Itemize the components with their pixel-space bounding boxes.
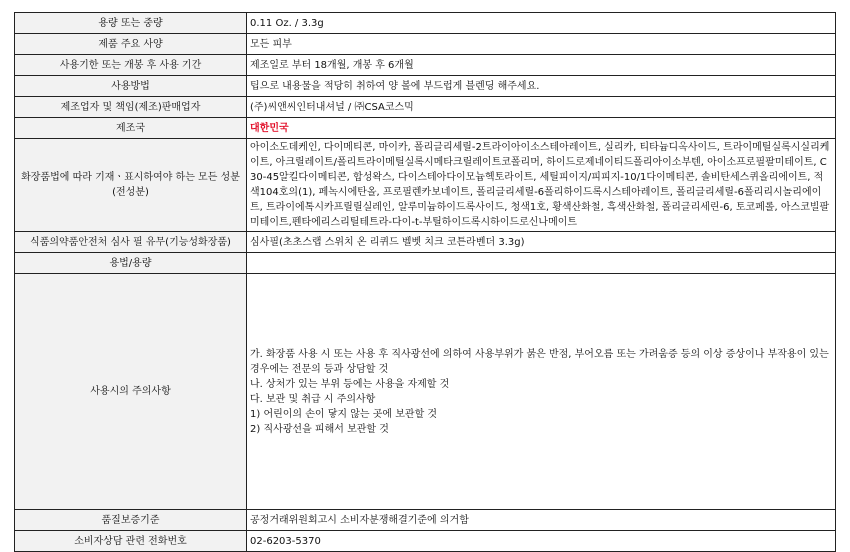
warranty-value: 공정거래위원회고시 소비자분쟁해결기준에 의거함 xyxy=(247,510,836,531)
table-row-precautions xyxy=(15,274,836,510)
table-row-country xyxy=(15,118,836,139)
table-row-skin-type xyxy=(15,34,836,55)
country-label: 제조국 xyxy=(15,118,247,139)
table-row-ingredients xyxy=(15,139,836,232)
table-row-expiry xyxy=(15,55,836,76)
precaution-line: 다. 보관 및 취급 시 주의사항 xyxy=(250,393,376,405)
table-row-manufacturer xyxy=(15,97,836,118)
phone-value: 02-6203-5370 xyxy=(247,531,836,552)
table-row-dosage xyxy=(15,253,836,274)
skin-type-value: 모든 피부 xyxy=(247,34,836,55)
product-info-sheet xyxy=(14,12,836,552)
table-row-usage xyxy=(15,76,836,97)
warranty-label: 품질보증기준 xyxy=(15,510,247,531)
precaution-line: 나. 상처가 있는 부위 등에는 사용을 자제할 것 xyxy=(250,378,450,390)
table-row-functional xyxy=(15,232,836,253)
dosage-label: 용법/용량 xyxy=(15,253,247,274)
manufacturer-label: 제조업자 및 책임(제조)판매업자 xyxy=(15,97,247,118)
manufacturer-value: (주)씨앤씨인터내셔널 / ㈜CSA코스믹 xyxy=(247,97,836,118)
capacity-label: 용량 또는 중량 xyxy=(15,13,247,34)
precaution-line: 1) 어린이의 손이 닿지 않는 곳에 보관할 것 xyxy=(250,408,438,420)
table-row-warranty xyxy=(15,510,836,531)
phone-label: 소비자상담 관련 전화번호 xyxy=(15,531,247,552)
functional-value: 심사필(초초스랩 스위치 온 리퀴드 벨벳 치크 코튼라벤더 3.3g) xyxy=(247,232,836,253)
product-info-table xyxy=(14,12,836,552)
ingredients-value: 아이소도데케인, 다이메티콘, 마이카, 폴리글리세릴-2트라이아이소스테아레이트, 실리카, 티타늄디옥사이드, 트라이메틸실록시실리케이트, 아크릴레이트/폴리트라이메틸실록시메타크릴레이트코폴리머, 하이드로제네이티드폴리아이소부텐, 아이소프로필팔미테이트, C30-45알킬다이메티콘, 합성왁스, 다이스테아다이모늄헥토라이트, 세틸피이지/피피지-10/1다이메티콘, 솔비탄세스퀴올리에이트, 적색104호의(1), 페녹시에탄올, 프로필렌카보네이트, 폴리글리세릴-6폴리하이드록시스테아레이트, 폴리글리세릴-6폴리리시놀리에이트, 트라이에톡시카프릴릴실레인, 알루미늄하이드록사이드, 청색1호, 황색산화철, 흑색산화철, 폴리글리세린-6, 토코페롤, 아스코빌팔미테이트,펜타에리스리틸테트라-다이-t-부틸하이드록시하이드로신나메이트 xyxy=(247,139,836,232)
precautions-value xyxy=(247,274,836,510)
skin-type-label: 제품 주요 사양 xyxy=(15,34,247,55)
expiry-value: 제조일로 부터 18개월, 개봉 후 6개월 xyxy=(247,55,836,76)
usage-value: 팁으로 내용물을 적당히 취하여 양 볼에 부드럽게 블렌딩 해주세요. xyxy=(247,76,836,97)
ingredients-label: 화장품법에 따라 기재ㆍ표시하여야 하는 모든 성분(전성분) xyxy=(15,139,247,232)
functional-label: 식품의약품안전처 심사 필 유무(기능성화장품) xyxy=(15,232,247,253)
table-row-phone xyxy=(15,531,836,552)
precaution-line: 2) 직사광선을 피해서 보관할 것 xyxy=(250,423,389,435)
dosage-value xyxy=(247,253,836,274)
precautions-list xyxy=(250,347,832,437)
capacity-value: 0.11 Oz. / 3.3g xyxy=(247,13,836,34)
country-value: 대한민국 xyxy=(250,122,289,134)
expiry-label: 사용기한 또는 개봉 후 사용 기간 xyxy=(15,55,247,76)
precaution-line: 가. 화장품 사용 시 또는 사용 후 직사광선에 의하여 사용부위가 붉은 반점, 부어오름 또는 가려움증 등의 이상 증상이나 부작용이 있는 경우에는 전문의 등과 상담할 것 xyxy=(250,348,829,375)
precautions-label: 사용시의 주의사항 xyxy=(15,274,247,510)
usage-label: 사용방법 xyxy=(15,76,247,97)
table-row-capacity xyxy=(15,13,836,34)
country-value-cell xyxy=(247,118,836,139)
